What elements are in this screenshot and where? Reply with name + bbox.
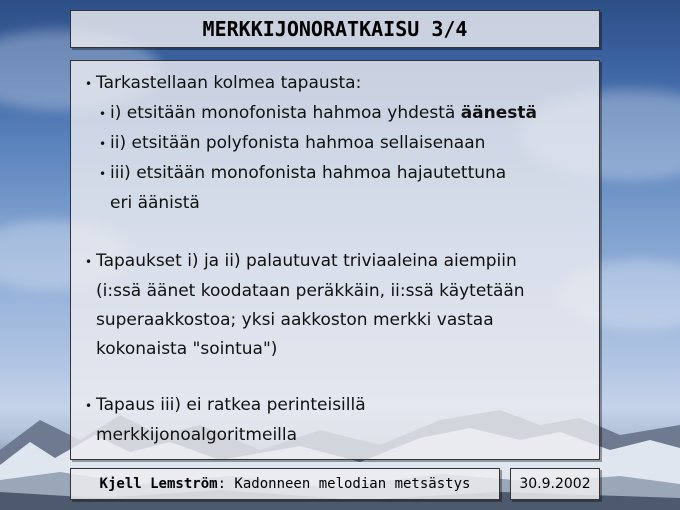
bullet-icon: • [85, 255, 93, 269]
bullet-continuation: (i:ssä äänet koodataan peräkkäin, ii:ssä käytetään [96, 281, 525, 301]
footer-date: 30.9.2002 [519, 476, 591, 492]
bullet-text: ii) etsitään polyfonista hahmoa sellaisenaan [110, 133, 486, 153]
footer-author: Kjell Lemström [99, 476, 218, 492]
bullet-item [85, 69, 589, 99]
sub-bullet-item [99, 129, 589, 159]
bullet-continuation: merkkijonoalgoritmeilla [96, 425, 298, 445]
bullet-text: Tarkastellaan kolmea tapausta: [96, 73, 362, 93]
bullet-block-cases [85, 69, 589, 218]
bullet-icon: • [85, 399, 93, 413]
bullet-continuation: superaakkostoa; yksi aakkoston merkki vastaa [96, 310, 494, 330]
bullet-item [85, 247, 589, 277]
bullet-block-case3 [85, 391, 589, 450]
bullet-text: Tapaus iii) ei ratkea perinteisillä [96, 395, 366, 415]
bullet-item [85, 391, 589, 421]
bullet-block-trivial [85, 247, 589, 364]
sub-bullet-item [99, 99, 589, 129]
sub-bullet-item [99, 159, 589, 189]
footer-talk-title: Kadonneen melodian metsästys [234, 476, 471, 492]
bullet-icon: • [85, 77, 93, 91]
title-box [70, 10, 600, 48]
sub-bullet-list [85, 99, 589, 218]
bullet-text [110, 99, 537, 128]
case1-bold-text: äänestä [460, 103, 537, 123]
bullet-text: Tapaukset i) ja ii) palautuvat triviaaleina aiempiin [96, 251, 517, 271]
content-box [70, 60, 600, 460]
bullet-continuation: eri äänistä [110, 193, 200, 213]
slide-title: MERKKIJONORATKAISU 3/4 [202, 17, 468, 41]
bullet-icon: • [99, 107, 107, 121]
case1-text: i) etsitään monofonista hahmoa yhdestä [110, 103, 461, 123]
footer-author-box [70, 468, 500, 500]
bullet-text: iii) etsitään monofonista hahmoa hajautettuna [110, 163, 507, 183]
bullet-continuation: kokonaista "sointua") [96, 339, 278, 359]
footer-date-box [510, 468, 600, 500]
bullet-icon: • [99, 167, 107, 181]
bullet-icon: • [99, 137, 107, 151]
footer-separator: : [217, 476, 235, 492]
